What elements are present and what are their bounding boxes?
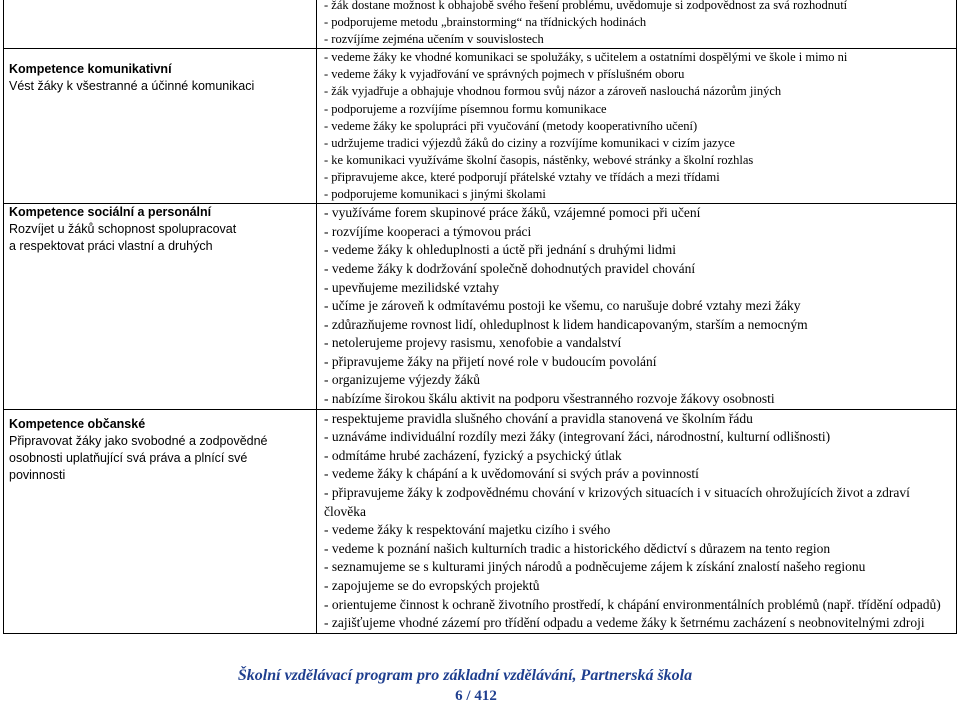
strategy-item: - uznáváme individuální rozdíly mezi žáky (integrovaní žáci, národnostní, kulturní odlišnosti) [324, 429, 831, 445]
strategies-cell [317, 204, 957, 410]
table-row [4, 49, 957, 204]
strategy-item: - rozvíjíme kooperaci a týmovou práci [324, 223, 532, 239]
competence-goal: povinnosti [9, 467, 66, 482]
strategy-item: - zapojujeme se do evropských projektů [324, 578, 540, 593]
strategies-cell [317, 49, 957, 204]
strategy-item: - připravujeme žáky k zodpovědnému chování v krizových situacích i v situacích ohrožujících život a zdraví člověka [324, 485, 910, 519]
strategy-item: - seznamujeme se s kulturami jiných národů a podněcujeme zájem k získání znalostí našeho regionu [324, 559, 866, 575]
strategy-item: - upevňujeme mezilidské vztahy [324, 279, 500, 295]
strategy-item: - vedeme žáky k chápání a k uvědomování si svých práv a povinností [324, 466, 699, 482]
strategy-item: - podporujeme komunikaci s jinými školami [324, 187, 546, 202]
strategy-item: - udržujeme tradici výjezdů žáků do ciziny a rozvíjíme komunikaci v cizím jazyce [324, 135, 735, 150]
strategy-item: - zdůrazňujeme rovnost lidí, ohleduplnost k lidem handicapovaným, starším a nemocným [324, 316, 808, 332]
strategy-item: - orientujeme činnost k ochraně životního prostředí, k chápání environmentálních problémů (např. třídění odpadů) [324, 596, 941, 612]
competence-cell-empty [4, 0, 317, 49]
competence-goal: Rozvíjet u žáků schopnost spolupracovat [9, 222, 237, 237]
strategy-item: - podporujeme a rozvíjíme písemnou formu komunikace [324, 101, 607, 116]
strategy-item: - žák dostane možnost k obhajobě svého řešení problému, uvědomuje si zodpovědnost za svá rozhodnutí [324, 0, 848, 12]
strategy-item: - učíme je zároveň k odmítavému postoji ke všemu, co narušuje dobré vztahy mezi žáky [324, 298, 801, 314]
competences-table [3, 0, 957, 634]
strategy-item: - vedeme žáky k respektování majetku cizího i svého [324, 522, 611, 538]
competence-cell [4, 204, 317, 410]
strategy-item: - odmítáme hrubé zacházení, fyzický a psychický útlak [324, 447, 622, 463]
strategy-item: - vedeme žáky k dodržování společně dohodnutých pravidel chování [324, 260, 696, 276]
strategy-item: - žák vyjadřuje a obhajuje vhodnou formou svůj názor a zároveň naslouchá názorům jiných [324, 84, 782, 99]
strategy-item: - využíváme forem skupinové práce žáků, vzájemné pomoci při učení [324, 205, 701, 221]
competence-title: Kompetence sociální a personální [9, 205, 212, 220]
strategy-item: - netolerujeme projevy rasismu, xenofobie a vandalství [324, 335, 622, 351]
table-row [4, 204, 957, 410]
strategy-item: - vedeme žáky k ohleduplnosti a úctě při jednání s druhými lidmi [324, 242, 677, 258]
strategies-cell [317, 409, 957, 633]
footer-title: Školní vzdělávací program pro základní vzdělávání, Partnerská škola [237, 667, 693, 684]
strategy-item: - nabízíme širokou škálu aktivit na podporu všestranného rozvoje žákovy osobnosti [324, 391, 775, 407]
page-number: 6 / 412 [455, 688, 497, 704]
competence-cell [4, 49, 317, 204]
competence-cell [4, 409, 317, 633]
competence-title: Kompetence občanské [9, 416, 146, 431]
strategy-item: - organizujeme výjezdy žáků [324, 372, 481, 388]
strategy-item: - respektujeme pravidla slušného chování a pravidla stanovená ve školním řádu [324, 410, 753, 426]
competence-goal: Připravovat žáky jako svobodné a zodpovědné [9, 433, 268, 448]
strategy-item: - vedeme k poznání našich kulturních tradic a historického dědictví s důrazem na tento region [324, 540, 831, 556]
strategies-cell [317, 0, 957, 49]
strategy-item: - vedeme žáky k vyjadřování ve správných pojmech v příslušném oboru [324, 67, 685, 82]
competence-goal: Vést žáky k všestranné a účinné komunikaci [9, 79, 255, 94]
competence-title: Kompetence komunikativní [9, 62, 172, 77]
strategy-item: - vedeme žáky ke vhodné komunikaci se spolužáky, s učitelem a ostatními dospělými ve škole i mimo ni [324, 50, 848, 65]
table-row [4, 0, 957, 49]
competence-goal: osobnosti uplatňující svá práva a plnící své [9, 450, 248, 465]
strategy-item: - připravujeme akce, které podporují přátelské vztahy ve třídách a mezi třídami [324, 169, 720, 184]
strategy-item: - připravujeme žáky na přijetí nové role v budoucím povolání [324, 353, 657, 369]
strategy-item: - zajišťujeme vhodné zázemí pro třídění odpadu a vedeme žáky k šetrnému zacházení s neobnovitelnými zdroji [324, 615, 925, 631]
strategy-item: - ke komunikaci využíváme školní časopis, nástěnky, webové stránky a školní rozhlas [324, 152, 754, 167]
table-row [4, 409, 957, 633]
strategy-item: - vedeme žáky ke spolupráci při vyučování (metody kooperativního učení) [324, 118, 698, 133]
strategy-item: - podporujeme metodu „brainstorming“ na třídnických hodinách [324, 15, 647, 30]
strategy-item: - rozvíjíme zejména učením v souvislostech [324, 32, 544, 47]
competence-goal: a respektovat práci vlastní a druhých [9, 239, 213, 254]
